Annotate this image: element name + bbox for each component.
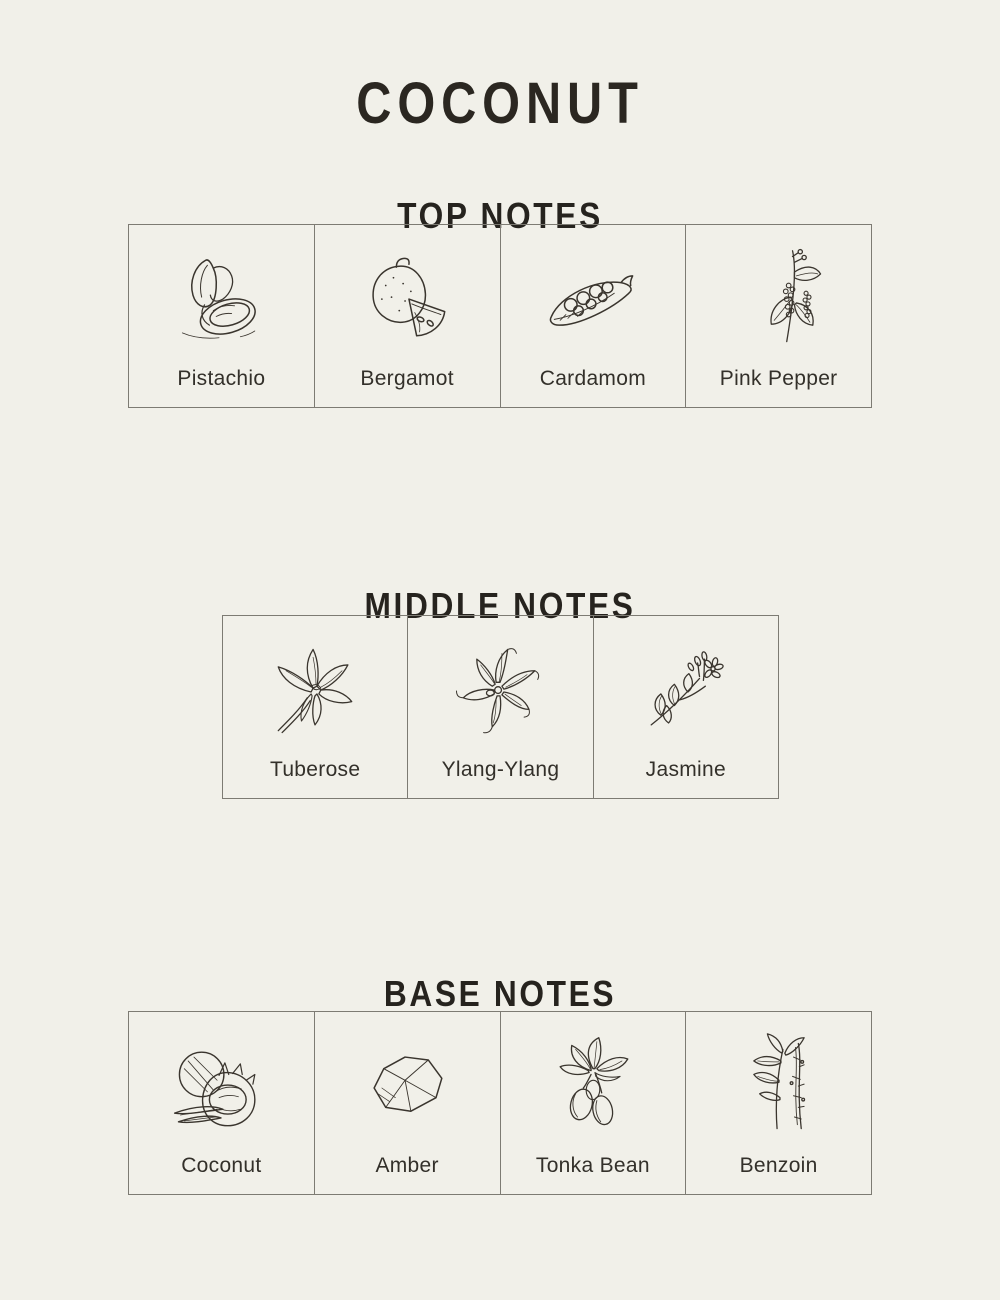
note-label: Amber <box>375 1154 439 1177</box>
benzoin-icon-wrap <box>721 1012 837 1155</box>
note-cell-bergamot <box>315 225 501 407</box>
base-notes-heading: BASE NOTES <box>383 972 617 1014</box>
tuberose-icon-wrap <box>257 616 373 759</box>
note-label: Benzoin <box>739 1154 818 1177</box>
tonka-bean-icon <box>535 1030 651 1146</box>
ylang-ylang-icon-wrap <box>442 616 558 759</box>
note-label: Coconut <box>181 1154 262 1177</box>
benzoin-icon <box>721 1030 837 1146</box>
note-label: Pistachio <box>177 367 266 390</box>
top-notes-table <box>128 224 872 408</box>
note-cell-pistachio <box>129 225 315 407</box>
note-label: Bergamot <box>360 367 454 390</box>
pink-pepper-icon-wrap <box>721 225 837 368</box>
cardamom-icon-wrap <box>535 225 651 368</box>
note-cell-pink-pepper <box>686 225 871 407</box>
note-label: Tonka Bean <box>535 1154 650 1177</box>
jasmine-icon-wrap <box>628 616 744 759</box>
note-cell-cardamom <box>501 225 687 407</box>
pistachio-icon <box>163 243 279 359</box>
note-label: Ylang-Ylang <box>441 758 560 781</box>
cardamom-icon <box>535 243 651 359</box>
coconut-icon-wrap <box>163 1012 279 1155</box>
coconut-icon <box>163 1030 279 1146</box>
base-notes-table <box>128 1011 872 1195</box>
note-label: Jasmine <box>645 758 726 781</box>
note-cell-jasmine <box>594 616 778 798</box>
note-label: Cardamom <box>539 367 646 390</box>
bergamot-icon <box>349 243 465 359</box>
middle-notes-table <box>222 615 779 799</box>
pink-pepper-icon <box>721 243 837 359</box>
tonka-bean-icon-wrap <box>535 1012 651 1155</box>
note-label: Pink Pepper <box>719 367 838 390</box>
note-cell-amber <box>315 1012 501 1194</box>
amber-icon <box>349 1030 465 1146</box>
tuberose-icon <box>257 634 373 750</box>
top-notes-heading: TOP NOTES <box>397 194 603 236</box>
pistachio-icon-wrap <box>163 225 279 368</box>
middle-notes-heading: MIDDLE NOTES <box>364 584 636 626</box>
note-cell-tuberose <box>223 616 408 798</box>
note-cell-tonka-bean <box>501 1012 687 1194</box>
amber-icon-wrap <box>349 1012 465 1155</box>
ylang-ylang-icon <box>442 634 558 750</box>
page-title: COCONUT <box>356 70 644 136</box>
note-label: Tuberose <box>269 758 361 781</box>
note-cell-coconut <box>129 1012 315 1194</box>
jasmine-icon <box>628 634 744 750</box>
bergamot-icon-wrap <box>349 225 465 368</box>
note-cell-benzoin <box>686 1012 871 1194</box>
note-cell-ylang-ylang <box>408 616 593 798</box>
